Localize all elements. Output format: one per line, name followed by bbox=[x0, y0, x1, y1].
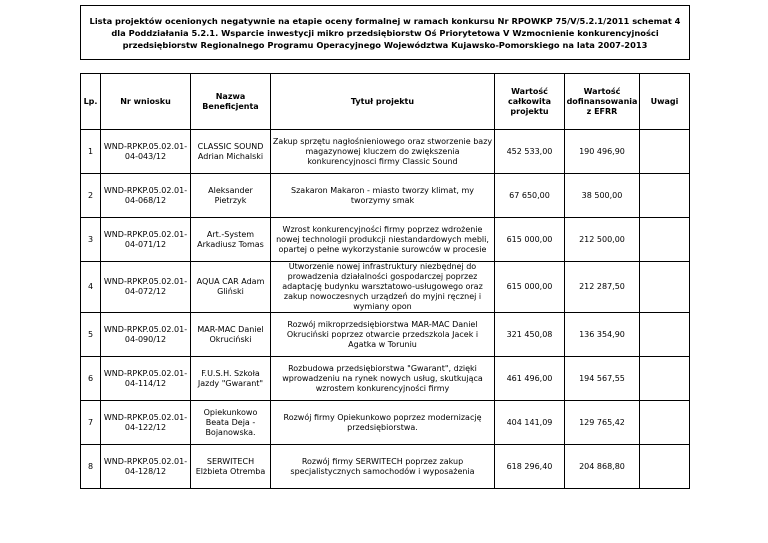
table-header bbox=[81, 74, 690, 130]
row-nr-wniosku: WND-RPKP.05.02.01-04-072/12 bbox=[101, 262, 191, 313]
row-dofinansowanie: 204 868,80 bbox=[565, 445, 640, 489]
row-uwagi bbox=[640, 401, 690, 445]
row-wartosc: 615 000,00 bbox=[495, 218, 565, 262]
spacer-row bbox=[81, 60, 690, 74]
row-dofinansowanie: 190 496,90 bbox=[565, 130, 640, 174]
row-tytul: Rozwój mikroprzedsiębiorstwa MAR-MAC Daniel Okruciński poprzez otwarcie przedszkola Jacek i Agatka w Toruniu bbox=[271, 313, 495, 357]
row-uwagi bbox=[640, 445, 690, 489]
row-uwagi bbox=[640, 174, 690, 218]
row-uwagi bbox=[640, 262, 690, 313]
row-wartosc: 67 650,00 bbox=[495, 174, 565, 218]
header-uwagi: Uwagi bbox=[640, 74, 690, 130]
row-beneficjent: SERWITECH Elżbieta Otremba bbox=[191, 445, 271, 489]
header-beneficjent: Nazwa Beneficjenta bbox=[191, 74, 271, 130]
row-wartosc: 615 000,00 bbox=[495, 262, 565, 313]
row-dofinansowanie: 194 567,55 bbox=[565, 357, 640, 401]
row-lp: 4 bbox=[81, 262, 101, 313]
table-row bbox=[81, 174, 690, 218]
row-beneficjent: CLASSIC SOUND Adrian Michalski bbox=[191, 130, 271, 174]
row-beneficjent: MAR-MAC Daniel Okruciński bbox=[191, 313, 271, 357]
row-tytul: Zakup sprzętu nagłośnieniowego oraz stworzenie bazy magazynowej kluczem do zwiększenia konkurencyjnosci firmy Classic Sound bbox=[271, 130, 495, 174]
row-uwagi bbox=[640, 130, 690, 174]
row-uwagi bbox=[640, 313, 690, 357]
row-nr-wniosku: WND-RPKP.05.02.01-04-071/12 bbox=[101, 218, 191, 262]
row-tytul: Utworzenie nowej infrastruktury niezbędnej do prowadzenia działalności gospodarczej poprzez adaptację budynku warsztatowo-usługowego oraz zakup nowoczesnych urządzeń do myjni ręcznej i wymiany opon bbox=[271, 262, 495, 313]
table-row bbox=[81, 357, 690, 401]
row-dofinansowanie: 129 765,42 bbox=[565, 401, 640, 445]
row-beneficjent: Opiekunkowo Beata Deja -Bojanowska. bbox=[191, 401, 271, 445]
row-beneficjent: Aleksander Pietrzyk bbox=[191, 174, 271, 218]
header-nr-wniosku: Nr wniosku bbox=[101, 74, 191, 130]
projects-table bbox=[80, 5, 690, 489]
table-row bbox=[81, 262, 690, 313]
header-wartosc: Wartość całkowita projektu bbox=[495, 74, 565, 130]
row-lp: 1 bbox=[81, 130, 101, 174]
header-dofinansowanie: Wartość dofinansowania z EFRR bbox=[565, 74, 640, 130]
row-wartosc: 618 296,40 bbox=[495, 445, 565, 489]
row-wartosc: 404 141,09 bbox=[495, 401, 565, 445]
row-tytul: Wzrost konkurencyjności firmy poprzez wdrożenie nowej technologii produkcji niestandardowych mebli, opartej o pełne wykorzystanie surowców w procesie bbox=[271, 218, 495, 262]
row-dofinansowanie: 212 287,50 bbox=[565, 262, 640, 313]
row-dofinansowanie: 212 500,00 bbox=[565, 218, 640, 262]
row-lp: 5 bbox=[81, 313, 101, 357]
table-row bbox=[81, 445, 690, 489]
row-beneficjent: Art.-System Arkadiusz Tomas bbox=[191, 218, 271, 262]
table-row bbox=[81, 218, 690, 262]
row-wartosc: 321 450,08 bbox=[495, 313, 565, 357]
row-nr-wniosku: WND-RPKP.05.02.01-04-128/12 bbox=[101, 445, 191, 489]
header-tytul: Tytuł projektu bbox=[271, 74, 495, 130]
table-row bbox=[81, 130, 690, 174]
row-tytul: Rozwój firmy SERWITECH poprzez zakup specjalistycznych samochodów i wyposażenia bbox=[271, 445, 495, 489]
row-nr-wniosku: WND-RPKP.05.02.01-04-114/12 bbox=[101, 357, 191, 401]
row-lp: 2 bbox=[81, 174, 101, 218]
row-lp: 7 bbox=[81, 401, 101, 445]
row-uwagi bbox=[640, 218, 690, 262]
row-lp: 8 bbox=[81, 445, 101, 489]
row-lp: 6 bbox=[81, 357, 101, 401]
row-wartosc: 461 496,00 bbox=[495, 357, 565, 401]
document-sheet bbox=[80, 5, 689, 489]
row-nr-wniosku: WND-RPKP.05.02.01-04-068/12 bbox=[101, 174, 191, 218]
row-nr-wniosku: WND-RPKP.05.02.01-04-043/12 bbox=[101, 130, 191, 174]
row-wartosc: 452 533,00 bbox=[495, 130, 565, 174]
table-row bbox=[81, 401, 690, 445]
row-beneficjent: F.U.S.H. Szkoła Jazdy "Gwarant" bbox=[191, 357, 271, 401]
row-dofinansowanie: 38 500,00 bbox=[565, 174, 640, 218]
row-tytul: Rozbudowa przedsiębiorstwa "Gwarant", dzięki wprowadzeniu na rynek nowych usług, skutkująca wzrostem konkurencyjności firmy bbox=[271, 357, 495, 401]
header-lp: Lp. bbox=[81, 74, 101, 130]
row-lp: 3 bbox=[81, 218, 101, 262]
row-uwagi bbox=[640, 357, 690, 401]
document-title: Lista projektów ocenionych negatywnie na etapie oceny formalnej w ramach konkursu Nr RPOWKP 75/V/5.2.1/2011 schemat 4 dla Poddziałania 5.2.1. Wsparcie inwestycji mikro przedsiębiorstw Oś Priorytetowa V Wzmocnienie konkurencyjności przedsiębiorstw Regionalnego Programu Operacyjnego Województwa Kujawsko-Pomorskiego na lata 2007-2013 bbox=[81, 6, 690, 60]
row-beneficjent: AQUA CAR Adam Gliński bbox=[191, 262, 271, 313]
row-dofinansowanie: 136 354,90 bbox=[565, 313, 640, 357]
table-row bbox=[81, 313, 690, 357]
row-nr-wniosku: WND-RPKP.05.02.01-04-090/12 bbox=[101, 313, 191, 357]
row-tytul: Szakaron Makaron - miasto tworzy klimat, my tworzymy smak bbox=[271, 174, 495, 218]
row-nr-wniosku: WND-RPKP.05.02.01-04-122/12 bbox=[101, 401, 191, 445]
row-tytul: Rozwój firmy Opiekunkowo poprzez modernizację przedsiębiorstwa. bbox=[271, 401, 495, 445]
